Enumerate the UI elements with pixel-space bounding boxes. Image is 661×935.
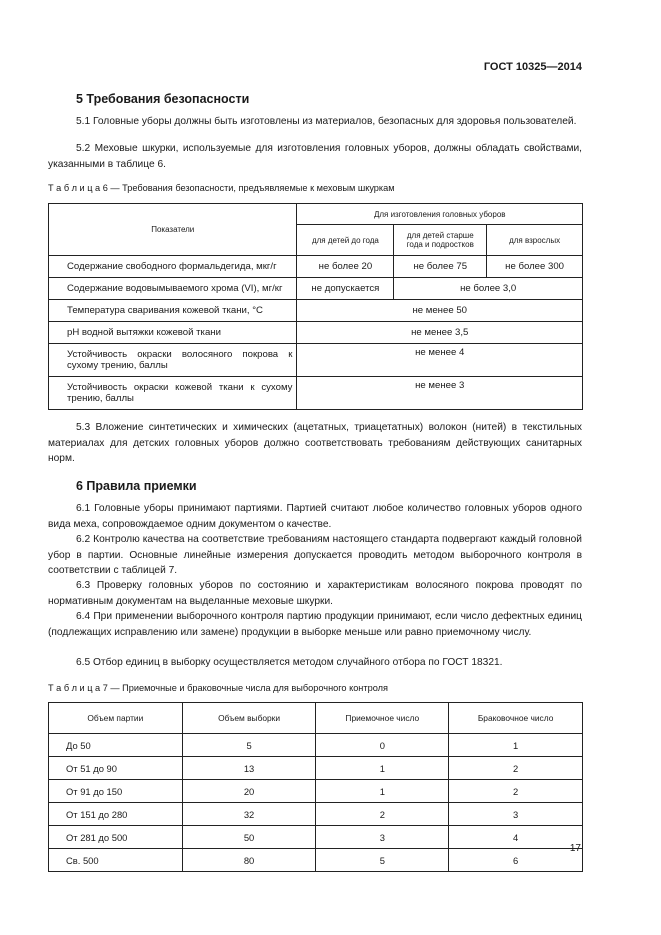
cell: 4 <box>449 826 583 849</box>
cell: 3 <box>449 803 583 826</box>
cell: не менее 50 <box>297 300 583 322</box>
paragraph-5-3: 5.3 Вложение синтетических и химических (ацетатных, триацетатных) волокон (нитей) в текстильных материалах для детских головных уборов должно соответствовать требованиям действующих санитарных норм. <box>48 422 582 465</box>
cell: не более 20 <box>297 256 394 278</box>
table-7-caption: Т а б л и ц а 7 — Приемочные и браковочные числа для выборочного контроля <box>48 683 388 693</box>
table-row <box>49 826 583 849</box>
cell: 0 <box>316 734 449 757</box>
table-row <box>49 300 583 322</box>
header-rejection-number: Браковочное число <box>449 703 583 734</box>
cell: не более 3,0 <box>394 278 583 300</box>
table-6 <box>48 203 583 410</box>
cell: От 51 до 90 <box>49 757 183 780</box>
section-5-title: 5 Требования безопасности <box>76 92 250 106</box>
cell: 13 <box>182 757 316 780</box>
row-label: Содержание свободного формальдегида, мкг/г <box>49 256 297 278</box>
header-sample-size: Объем выборки <box>182 703 316 734</box>
cell: 3 <box>316 826 449 849</box>
row-label: Температура сваривания кожевой ткани, °С <box>49 300 297 322</box>
paragraph-5-2: 5.2 Меховые шкурки, используемые для изготовления головных уборов, должны обладать свойствами, указанными в таблице 6. <box>48 143 582 170</box>
table-row <box>49 757 583 780</box>
cell: 80 <box>182 849 316 872</box>
table-row <box>49 377 583 410</box>
cell: 50 <box>182 826 316 849</box>
cell: не менее 4 <box>297 344 583 377</box>
table-row <box>49 780 583 803</box>
cell: не менее 3,5 <box>297 322 583 344</box>
header-children: для детей до года <box>297 225 394 256</box>
cell: 2 <box>316 803 449 826</box>
header-older-children: для детей старше года и подростков <box>394 225 487 256</box>
table-row <box>49 734 583 757</box>
document-code: ГОСТ 10325—2014 <box>483 61 582 73</box>
table-row <box>49 344 583 377</box>
paragraph-5-1: 5.1 Головные уборы должны быть изготовлены из материалов, безопасных для здоровья пользователей. <box>76 116 577 127</box>
paragraph-6-5: 6.5 Отбор единиц в выборку осуществляется методом случайного отбора по ГОСТ 18321. <box>76 657 503 668</box>
header-lot-size: Объем партии <box>49 703 183 734</box>
cell: До 50 <box>49 734 183 757</box>
cell: не более 300 <box>487 256 583 278</box>
cell: От 91 до 150 <box>49 780 183 803</box>
table-6-caption: Т а б л и ц а 6 — Требования безопасности, предъявляемые к меховым шкуркам <box>48 183 395 193</box>
cell: не более 75 <box>394 256 487 278</box>
table-7 <box>48 702 583 872</box>
cell: 32 <box>182 803 316 826</box>
cell: не допускается <box>297 278 394 300</box>
row-label: pH водной вытяжки кожевой ткани <box>49 322 297 344</box>
cell: 1 <box>316 780 449 803</box>
cell: 6 <box>449 849 583 872</box>
cell: не менее 3 <box>297 377 583 410</box>
row-label: Устойчивость окраски волосяного покрова к сухому трению, баллы <box>49 344 297 377</box>
paragraph-6-2: 6.2 Контролю качества на соответствие требованиям настоящего стандарта подвергают каждый головной убор в партии. Основные линейные измерения допускается проводить методом выборочного контроля в соответствии с таблицей 7. <box>48 534 582 577</box>
paragraph-6-1: 6.1 Головные уборы принимают партиями. Партией считают любое количество головных уборов одного вида меха, сопровождаемое одним документом о качестве. <box>48 503 582 530</box>
table-row <box>49 322 583 344</box>
cell: 1 <box>449 734 583 757</box>
header-acceptance-number: Приемочное число <box>316 703 449 734</box>
cell: От 151 до 280 <box>49 803 183 826</box>
table-row <box>49 278 583 300</box>
cell: От 281 до 500 <box>49 826 183 849</box>
row-label: Устойчивость окраски кожевой ткани к сухому трению, баллы <box>49 377 297 410</box>
table-row <box>49 803 583 826</box>
cell: 2 <box>449 757 583 780</box>
header-indicators: Показатели <box>49 204 297 256</box>
cell: 5 <box>316 849 449 872</box>
cell: 20 <box>182 780 316 803</box>
paragraph-6-3: 6.3 Проверку головных уборов по состоянию и характеристикам волосяного покрова проводят по нормативным документам на выделанные меховые шкурки. <box>48 580 582 607</box>
page-number: 17 <box>569 843 581 854</box>
cell: Св. 500 <box>49 849 183 872</box>
row-label: Содержание водовымываемого хрома (VI), мг/кг <box>49 278 297 300</box>
paragraph-6-4: 6.4 При применении выборочного контроля партию продукции принимают, если число дефектных единиц (подлежащих исправлению или замене) продукции в выборке меньше или равно приемочному числу. <box>48 611 582 638</box>
cell: 2 <box>449 780 583 803</box>
cell: 1 <box>316 757 449 780</box>
table-row <box>49 849 583 872</box>
cell: 5 <box>182 734 316 757</box>
header-group: Для изготовления головных уборов <box>297 204 583 225</box>
header-adults: для взрослых <box>487 225 583 256</box>
section-6-title: 6 Правила приемки <box>76 479 197 493</box>
table-row <box>49 256 583 278</box>
